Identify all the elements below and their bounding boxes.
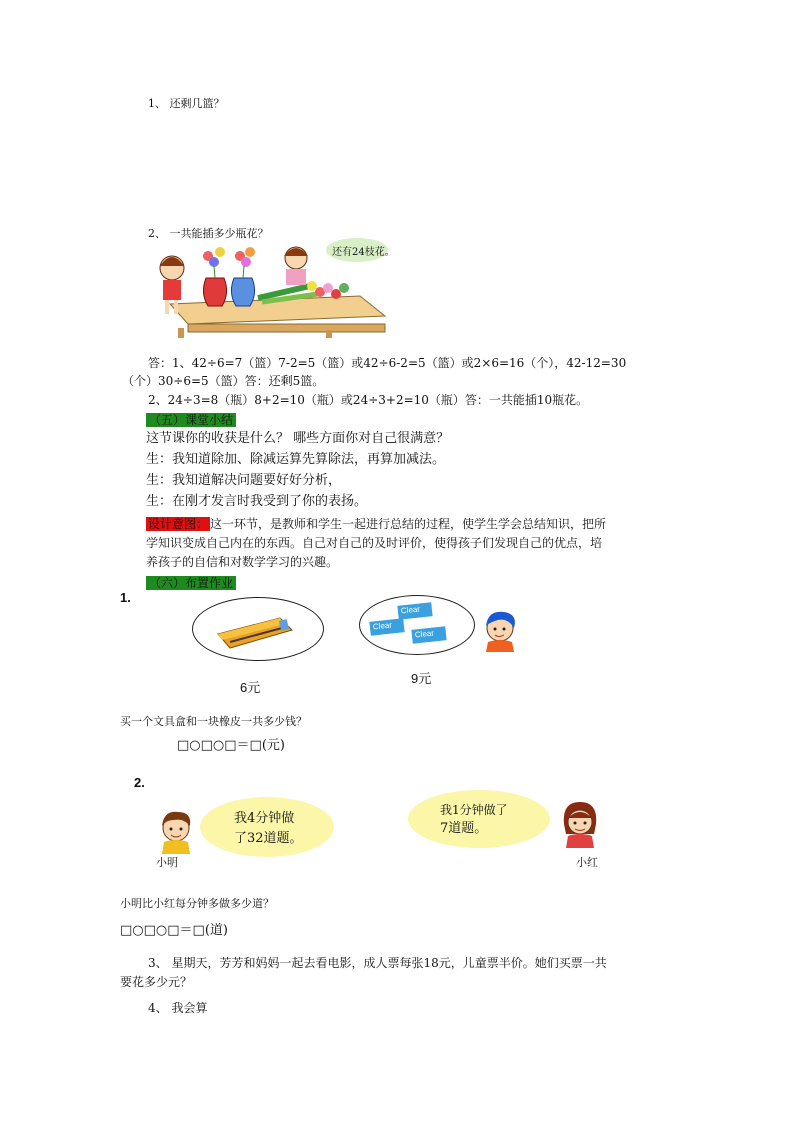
homework-1-formula: □○□○□＝□(元) bbox=[177, 738, 285, 753]
girl-xiaohong-icon bbox=[562, 800, 598, 848]
section-6-title: （六）布置作业 bbox=[146, 573, 236, 593]
xiaoming-speech-line-1: 我4分钟做 bbox=[234, 811, 295, 826]
homework-1-question: 买一个文具盒和一块橡皮一共多少钱？ bbox=[120, 715, 307, 728]
homework-2-question: 小明比小红每分钟多做多少道？ bbox=[120, 897, 274, 910]
student-answer-3: 生：在刚才发言时我受到了你的表扬。 bbox=[146, 494, 368, 509]
question-2: 2、 一共能插多少瓶花？ bbox=[148, 227, 269, 240]
answer-1-line-1: 答：1、42÷6=7（篮）7-2=5（篮）或42÷6-2=5（篮）或2×6=16（个），42-12=30 bbox=[148, 356, 627, 370]
xiaoming-name: 小明 bbox=[156, 856, 178, 869]
homework-2-number: 2. bbox=[134, 775, 145, 790]
design-intent-line-3: 养孩子的自信和对数学学习的兴趣。 bbox=[146, 555, 339, 569]
pencil-box-icon bbox=[210, 612, 300, 652]
eraser-icon: Clear bbox=[397, 602, 432, 619]
answer-1-line-2: （个）30÷6=5（篮）答：还剩5篮。 bbox=[122, 374, 325, 388]
answer-2: 2、24÷3=8（瓶）8+2=10（瓶）或24÷3+2=10（瓶）答：一共能插10瓶花。 bbox=[148, 393, 589, 407]
student-answer-1: 生：我知道除加、除减运算先算除法，再算加减法。 bbox=[146, 452, 446, 467]
xiaohong-speech-line-1: 我1分钟做了 bbox=[440, 803, 508, 817]
xiaoming-speech-bubble bbox=[200, 797, 334, 857]
design-intent-line-1: 设计意图： 这一环节，是教师和学生一起进行总结的过程，使学生学会总结知识，把所 bbox=[148, 517, 607, 531]
xiaohong-name: 小红 bbox=[576, 856, 598, 869]
design-intent-label: 设计意图： bbox=[148, 517, 209, 531]
eraser-icon: Clear bbox=[369, 618, 404, 635]
price-eraser: 9元 bbox=[411, 671, 432, 686]
homework-1-number: 1. bbox=[120, 590, 131, 605]
boy-xiaoming-icon bbox=[158, 808, 194, 854]
xiaoming-speech-line-2: 了32道题。 bbox=[234, 831, 303, 846]
question-1: 1、 还剩几篮？ bbox=[148, 97, 225, 110]
flower-icon bbox=[203, 247, 255, 278]
homework-2-formula: □○□○□＝□(道) bbox=[120, 923, 228, 938]
design-intent-line-2: 学知识变成自己内在的东西。自己对自己的及时评价，使得孩子们发现自己的优点，培 bbox=[146, 536, 603, 550]
xiaohong-speech-bubble bbox=[408, 790, 550, 848]
flower-speech-bubble bbox=[326, 238, 395, 262]
question-4: 4、 我会算 bbox=[148, 1001, 208, 1015]
question-3-line-1: 3、 星期天，芳芳和妈妈一起去看电影，成人票每张18元，儿童票半价。她们买票一共 bbox=[148, 956, 607, 970]
xiaohong-speech-line-2: 7道题。 bbox=[440, 821, 488, 836]
summary-question: 这节课你的收获是什么？ 哪些方面你对自己很满意？ bbox=[146, 431, 450, 446]
price-pencil-box: 6元 bbox=[240, 680, 261, 695]
boy-blue-hair-icon bbox=[482, 610, 522, 652]
eraser-icon: Clear bbox=[411, 626, 446, 643]
flower-speech-text: 还有24枝花。 bbox=[332, 247, 395, 258]
student-answer-2: 生：我知道解决问题要好好分析， bbox=[146, 473, 342, 488]
question-3-line-2: 要花多少元？ bbox=[120, 975, 193, 989]
section-5-title: （五）课堂小结 bbox=[146, 410, 236, 430]
